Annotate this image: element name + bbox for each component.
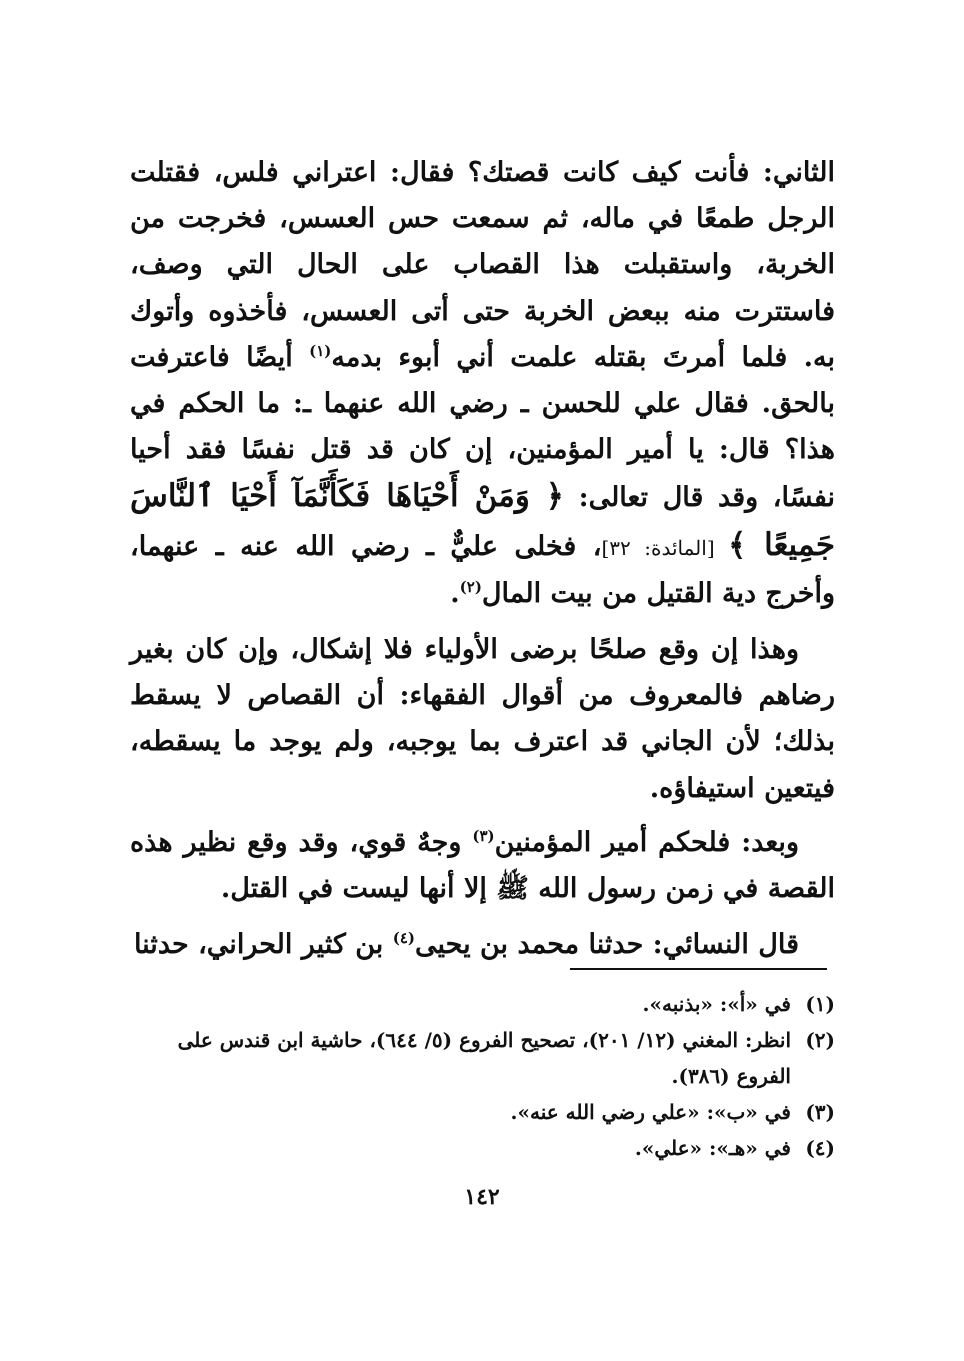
footnote-4 xyxy=(130,1130,835,1166)
paragraph-text: قال النسائي: حدثنا محمد بن يحيى xyxy=(414,929,799,961)
footnote-ref-3[interactable]: (٣) xyxy=(472,826,495,845)
footnote-number: (٢) xyxy=(805,1028,835,1052)
footnote-number: (٤) xyxy=(805,1136,835,1160)
paragraph-ruling: وهذا إن وقع صلحًا برضى الأولياء فلا إشكال، وإن كان بغير رضاهم فالمعروف من أقوال الفقهاء: أن القصاص لا يسقط بذلك؛ لأن الجاني قد اعترف بما يوجبه، ولم يوجد ما يسقطه، فيتعين استيفاؤه. xyxy=(130,634,835,804)
paragraph-text: بن كثير الحراني، حدثنا xyxy=(133,929,393,961)
footnote-ref-4[interactable]: (٤) xyxy=(392,929,415,948)
paragraph-text: ، فخلى عليٌّ ـ رضي الله عنه ـ عنهما، وأخرج دية القتيل من بيت المال xyxy=(130,530,835,609)
paragraph-text: . xyxy=(450,577,460,609)
footnotes xyxy=(130,986,835,1166)
paragraph-text: أيضًا فاعترفت بالحق. فقال علي للحسن ـ رضي الله عنهما ـ: ما الحكم في هذا؟ قال: يا أمير المؤمنين، إن كان قد قتل نفسًا فقد أحيا نفسًا، وقد قال تعالى: xyxy=(130,341,835,514)
footnote-number: (٣) xyxy=(805,1100,835,1124)
paragraph-text: الثاني: فأنت كيف كانت قصتك؟ فقال: اعتراني فلس، فقتلت الرجل طمعًا في ماله، ثم سمعت حس العسس، فخرجت من الخربة، واستقبلت هذا القصاب على الحال التي وصف، فاستترت منه ببعض الخربة حتى أتى العسس، فأخذوه وأتوك به. فلما أمرتَ بقتله علمت أني أبوء بدمه xyxy=(130,157,835,373)
footnote-number: (١) xyxy=(805,992,835,1016)
quran-verse: ﴿ وَمَنْ أَحْيَاهَا فَكَأَنَّمَآ أَحْيَا ٱلنَّاسَ جَمِيعًا ﴾ xyxy=(130,478,835,563)
footnote-separator xyxy=(570,968,827,970)
footnote-ref-2[interactable]: (٢) xyxy=(459,577,482,596)
footnote-3 xyxy=(130,1094,835,1130)
footnote-ref-1[interactable]: (١) xyxy=(309,341,332,360)
footnote-text: في «هـ»: «علي». xyxy=(634,1136,791,1160)
paragraph-text: وجهٌ قوي، وقد وقع نظير هذه القصة في زمن رسول الله ﷺ إلا أنها ليست في القتل. xyxy=(130,826,835,905)
verse-reference: [المائدة: ٣٢] xyxy=(601,535,729,560)
footnote-1 xyxy=(130,986,835,1022)
main-text xyxy=(130,150,835,968)
page-number: ١٤٢ xyxy=(464,1184,500,1210)
footnote-text: في «أ»: «بذنبه». xyxy=(642,992,791,1016)
footnote-text: انظر: المغني (١٢/ ٢٠١)، تصحيح الفروع (٥/ ٦٤٤)، حاشية ابن قندس على الفروع (٣٨٦). xyxy=(177,1028,791,1088)
paragraph-text: وبعد: فلحكم أمير المؤمنين xyxy=(494,826,799,858)
paragraph-conclusion xyxy=(130,820,835,912)
paragraph-story xyxy=(130,150,835,617)
footnote-text: في «ب»: «علي رضي الله عنه». xyxy=(510,1100,791,1124)
paragraph-hadith xyxy=(130,922,835,968)
footnote-2 xyxy=(130,1022,835,1094)
